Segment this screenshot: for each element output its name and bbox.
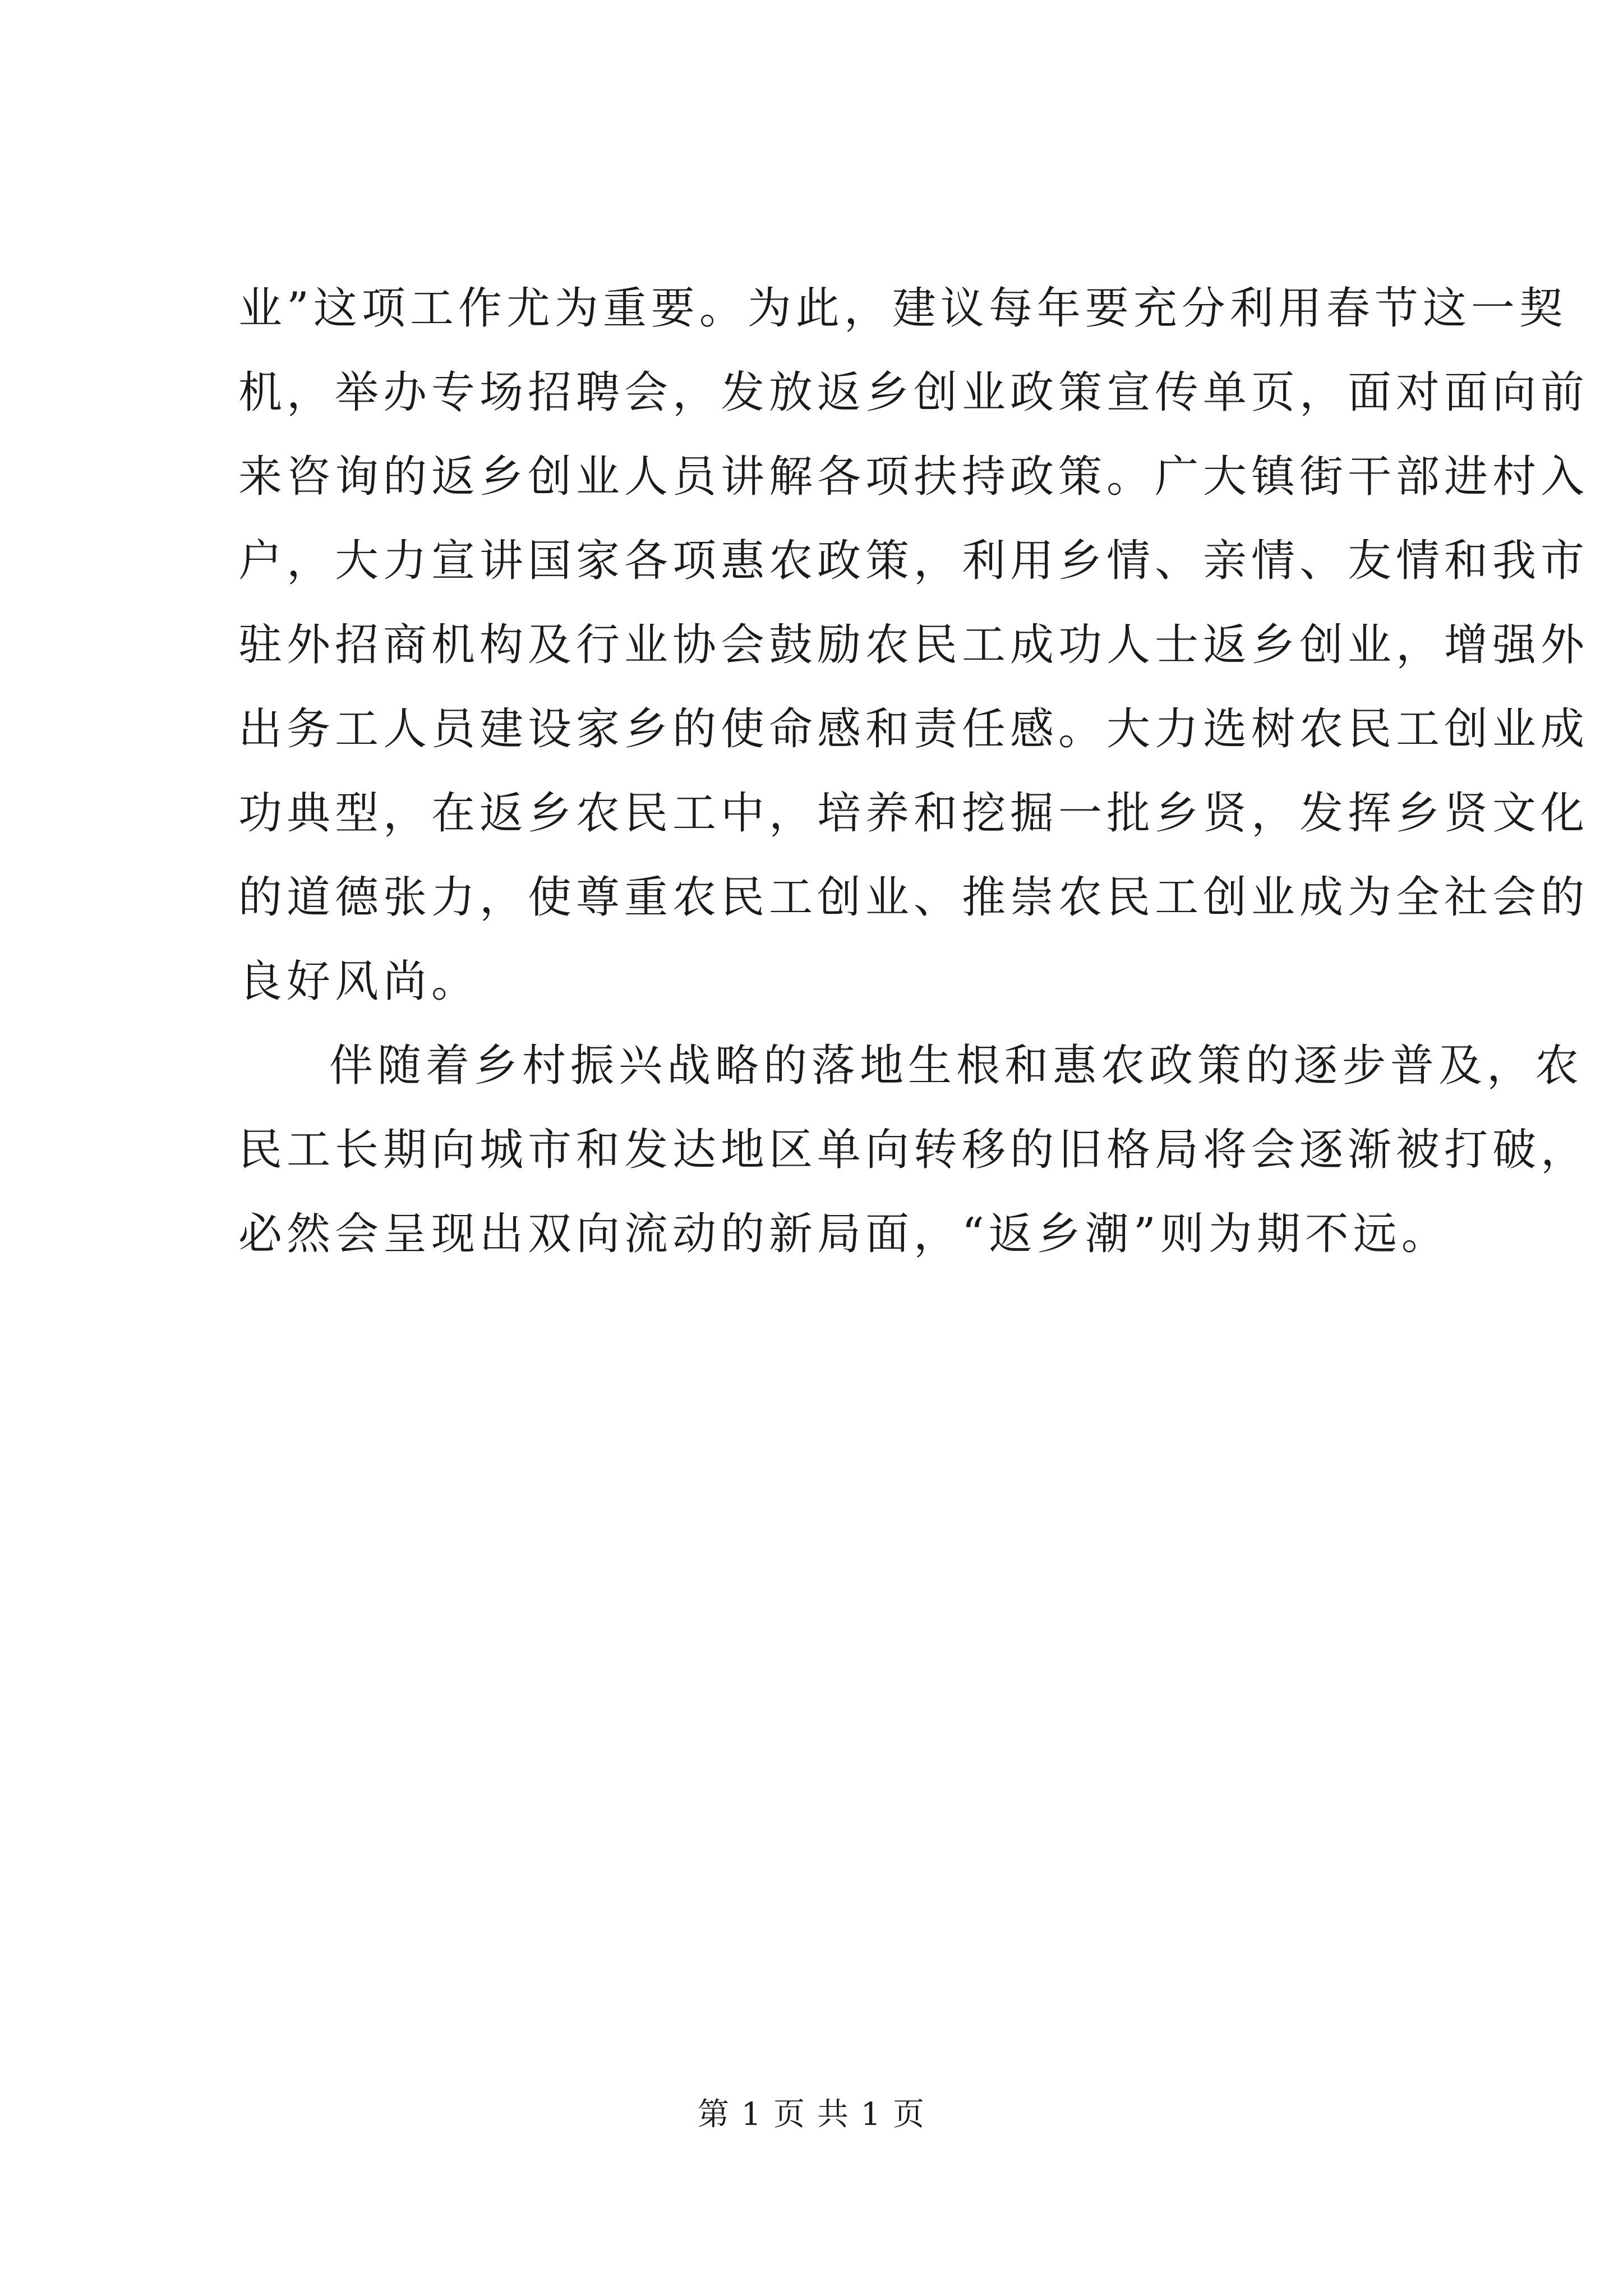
document-body	[238, 266, 1589, 1276]
page-number-footer: 第 1 页 共 1 页	[697, 2096, 926, 2133]
paragraph-2	[238, 1024, 1589, 1276]
text-line: 业”这项工作尤为重要。为此，建议每年要充分利用春节这一契	[238, 283, 1567, 334]
text-line: 必然会呈现出双向流动的新局面，“返乡潮”则为期不远。	[238, 1209, 1450, 1259]
text-line: 驻外招商机构及行业协会鼓励农民工成功人士返乡创业，增强外	[238, 620, 1589, 670]
text-line: 机，举办专场招聘会，发放返乡创业政策宣传单页，面对面向前	[238, 367, 1589, 418]
text-line: 户，大力宣讲国家各项惠农政策，利用乡情、亲情、友情和我市	[238, 536, 1589, 586]
paragraph-1	[238, 266, 1589, 1024]
text-line: 良好风尚。	[238, 956, 480, 1007]
text-line: 来咨询的返乡创业人员讲解各项扶持政策。广大镇街干部进村入	[238, 452, 1589, 502]
text-line: 民工长期向城市和发达地区单向转移的旧格局将会逐渐被打破，	[238, 1125, 1589, 1175]
text-line: 的道德张力，使尊重农民工创业、推崇农民工创业成为全社会的	[238, 872, 1589, 923]
text-line: 伴随着乡村振兴战略的落地生根和惠农政策的逐步普及，农	[329, 1041, 1584, 1091]
text-line: 功典型，在返乡农民工中，培养和挖掘一批乡贤，发挥乡贤文化	[238, 788, 1589, 839]
text-line: 出务工人员建设家乡的使命感和责任感。大力选树农民工创业成	[238, 704, 1589, 754]
